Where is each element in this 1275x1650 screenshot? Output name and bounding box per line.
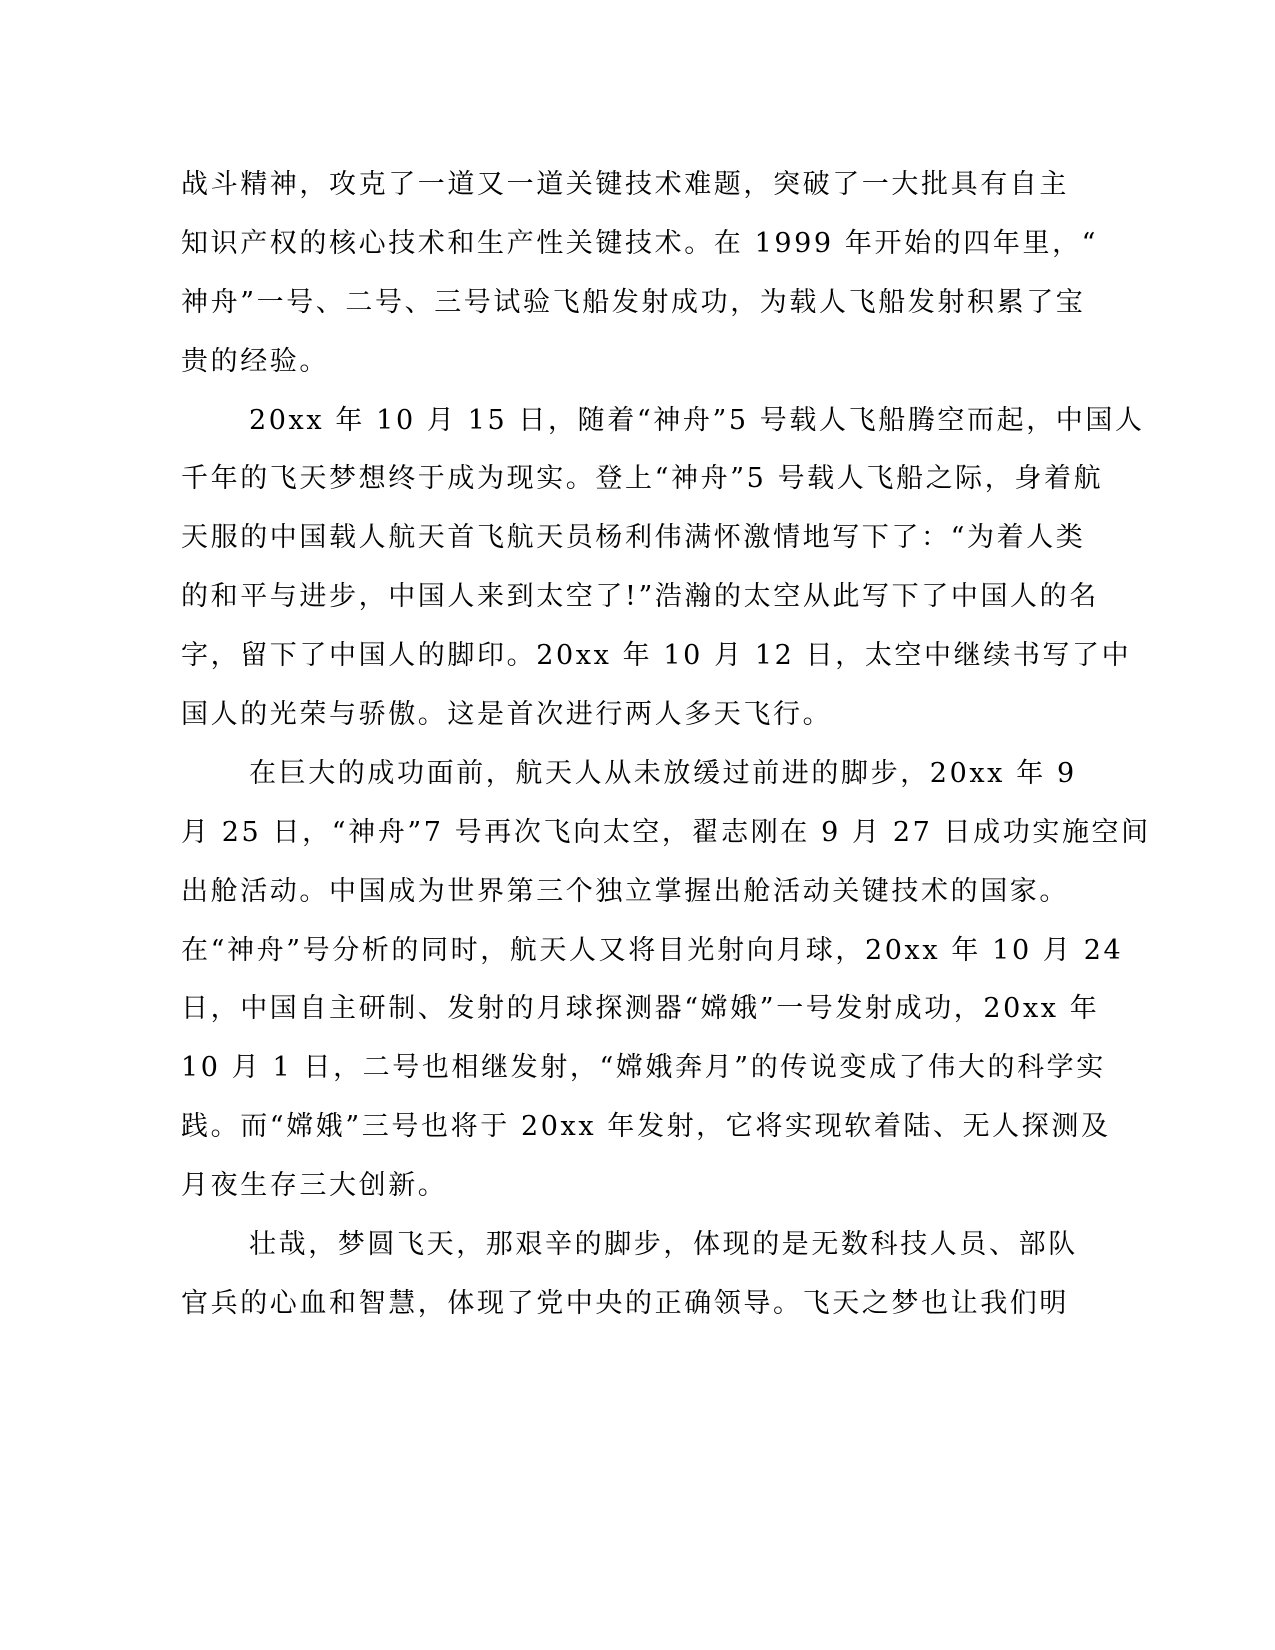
text-line: 月夜生存三大创新。 <box>181 1170 448 1202</box>
text-line: 出舱活动。中国成为世界第三个独立掌握出舱活动关键技术的国家。 <box>181 875 1069 907</box>
text-line: 贵的经验。 <box>181 345 329 377</box>
body-text <box>181 156 1151 1334</box>
paragraph-first-line: 壮哉，梦圆飞天，那艰辛的脚步，体现的是无数科技人员、部队 <box>249 1229 1078 1261</box>
text-line: 天服的中国载人航天首飞航天员杨利伟满怀激情地写下了：“为着人类 <box>181 522 1086 554</box>
text-line: 的和平与进步，中国人来到太空了!”浩瀚的太空从此写下了中国人的名 <box>181 581 1099 613</box>
text-line: 知识产权的核心技术和生产性关键技术。在 1999 年开始的四年里，“ <box>181 227 1099 259</box>
text-line: 在“神舟”号分析的同时，航天人又将目光射向月球，20xx 年 10 月 24 <box>181 934 1124 966</box>
text-line: 字，留下了中国人的脚印。20xx 年 10 月 12 日，太空中继续书写了中 <box>181 640 1132 672</box>
text-line: 10 月 1 日，二号也相继发射，“嫦娥奔月”的传说变成了伟大的科学实 <box>181 1052 1106 1084</box>
text-line: 月 25 日，“神舟”7 号再次飞向太空，翟志刚在 9 月 27 日成功实施空间 <box>181 816 1151 848</box>
text-line: 日，中国自主研制、发射的月球探测器“嫦娥”一号发射成功，20xx 年 <box>181 993 1100 1025</box>
text-line: 千年的飞天梦想终于成为现实。登上“神舟”5 号载人飞船之际，身着航 <box>181 463 1104 495</box>
paragraph-first-line: 在巨大的成功面前，航天人从未放缓过前进的脚步，20xx 年 9 <box>249 757 1077 789</box>
text-line: 战斗精神，攻克了一道又一道关键技术难题，突破了一大批具有自主 <box>181 169 1069 200</box>
paragraph-first-line: 20xx 年 10 月 15 日，随着“神舟”5 号载人飞船腾空而起，中国人 <box>249 404 1145 436</box>
text-line: 神舟”一号、二号、三号试验飞船发射成功，为载人飞船发射积累了宝 <box>181 286 1086 318</box>
text-line: 践。而“嫦娥”三号也将于 20xx 年发射，它将实现软着陆、无人探测及 <box>181 1111 1111 1143</box>
text-line: 国人的光荣与骄傲。这是首次进行两人多天飞行。 <box>181 699 833 731</box>
text-line: 官兵的心血和智慧，体现了党中央的正确领导。飞天之梦也让我们明 <box>181 1287 1069 1319</box>
